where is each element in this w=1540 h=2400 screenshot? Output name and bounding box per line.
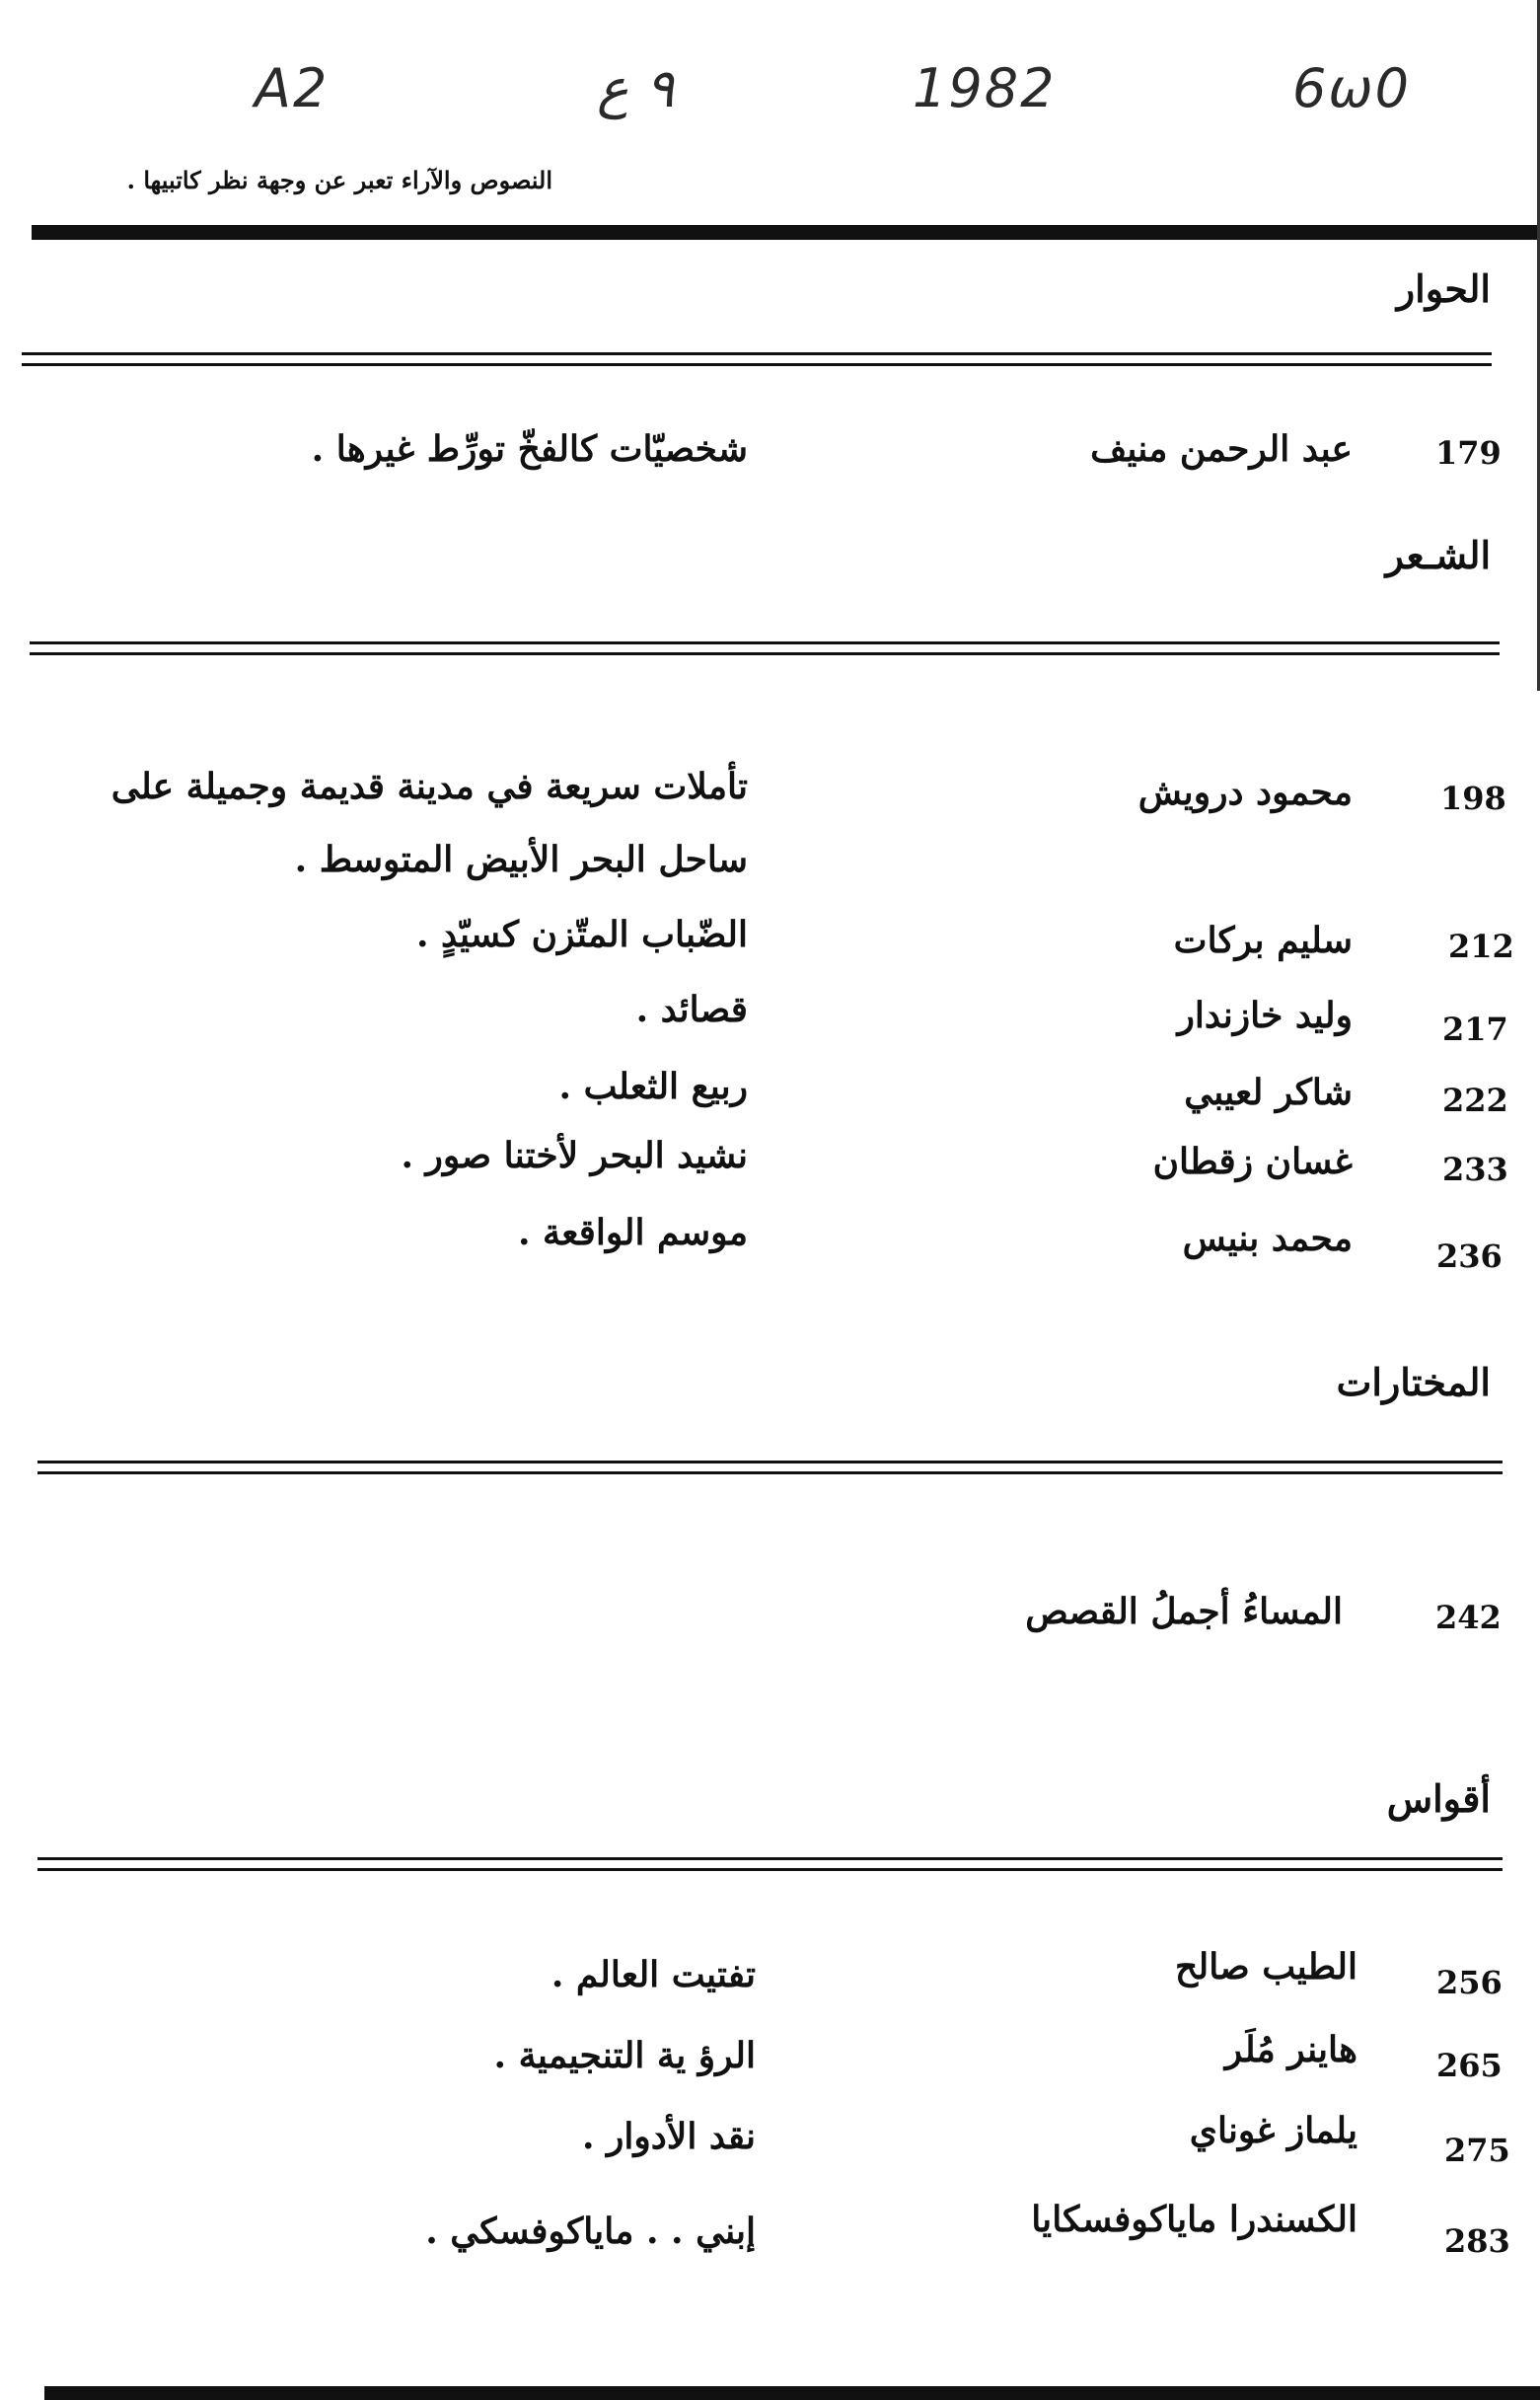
entry-author: وليد خازندار xyxy=(1177,995,1353,1036)
entry-title: شخصيّات كالفخّ تورِّط غيرها . xyxy=(311,428,748,470)
entry-title: تأملات سريعة في مدينة قديمة وجميلة على xyxy=(110,766,748,807)
section-rule xyxy=(37,1857,1503,1871)
entry-author: عبد الرحمن منيف xyxy=(1090,428,1353,470)
entry-page-number: 217 xyxy=(1442,1011,1508,1048)
entry-title: موسم الواقعة . xyxy=(517,1212,748,1253)
entry-author: الكسندرا ماياكوفسكايا xyxy=(1031,2199,1357,2240)
section-rule xyxy=(37,1461,1503,1474)
entry-page-number: 275 xyxy=(1444,2132,1510,2169)
entry-page-number: 242 xyxy=(1435,1599,1502,1636)
entry-author: محمود درويش xyxy=(1137,772,1353,813)
entry-page-number: 212 xyxy=(1448,928,1514,965)
entry-page-number: 265 xyxy=(1436,2047,1503,2084)
entry-page-number: 179 xyxy=(1435,434,1502,472)
handwritten-mark: ٩ ع xyxy=(597,57,675,119)
entry-author: المساءُ أجملُ القصص xyxy=(1025,1591,1343,1632)
entry-title: الرؤ ية التنجيمية . xyxy=(493,2035,756,2076)
entry-author: هاينر مُلَر xyxy=(1224,2029,1357,2070)
entry-page-number: 283 xyxy=(1444,2222,1510,2260)
handwritten-mark: 6ω0 xyxy=(1292,57,1411,119)
section-title-hiwar: الحوار xyxy=(1396,266,1491,311)
entry-author: غسان زقطان xyxy=(1152,1141,1353,1182)
handwritten-mark: A2 xyxy=(255,57,330,119)
entry-title: نشيد البحر لأختنا صور . xyxy=(401,1135,748,1176)
entry-title: الضّباب المتّزن كسيّدٍ . xyxy=(415,914,748,955)
section-rule xyxy=(22,352,1492,366)
disclaimer: النصوص والآراء تعبر عن وجهة نظر كاتبيها . xyxy=(126,166,552,194)
entry-title: إبني . . ماياكوفسكي . xyxy=(425,2211,756,2252)
entry-page-number: 236 xyxy=(1436,1238,1503,1275)
top-rule xyxy=(32,225,1540,240)
entry-title: نقد الأدوار . xyxy=(581,2116,756,2157)
entry-title: ربيع الثعلب . xyxy=(558,1066,748,1107)
entry-page-number: 256 xyxy=(1436,1964,1503,2001)
entry-page-number: 233 xyxy=(1442,1151,1508,1188)
entry-page-number: 198 xyxy=(1440,780,1506,817)
bottom-rule xyxy=(44,2386,1540,2400)
section-title-aqwas: أقواس xyxy=(1386,1776,1491,1821)
section-title-shir: الشـعر xyxy=(1385,533,1491,577)
entry-title: قصائد . xyxy=(635,989,748,1030)
entry-author: سليم بركات xyxy=(1173,920,1353,961)
section-rule xyxy=(30,641,1500,655)
handwritten-mark: 1982 xyxy=(913,57,1057,119)
entry-page-number: 222 xyxy=(1442,1082,1508,1119)
entry-author: يلماز غوناي xyxy=(1189,2110,1357,2151)
entry-title-continued: ساحل البحر الأبيض المتوسط . xyxy=(294,839,748,880)
entry-author: شاكر لعيبي xyxy=(1184,1072,1353,1113)
section-title-mukhtarat: المختارات xyxy=(1336,1360,1491,1404)
entry-author: محمد بنيس xyxy=(1182,1218,1353,1259)
entry-author: الطيب صالح xyxy=(1175,1946,1357,1988)
entry-title: تفتيت العالم . xyxy=(550,1954,756,1995)
